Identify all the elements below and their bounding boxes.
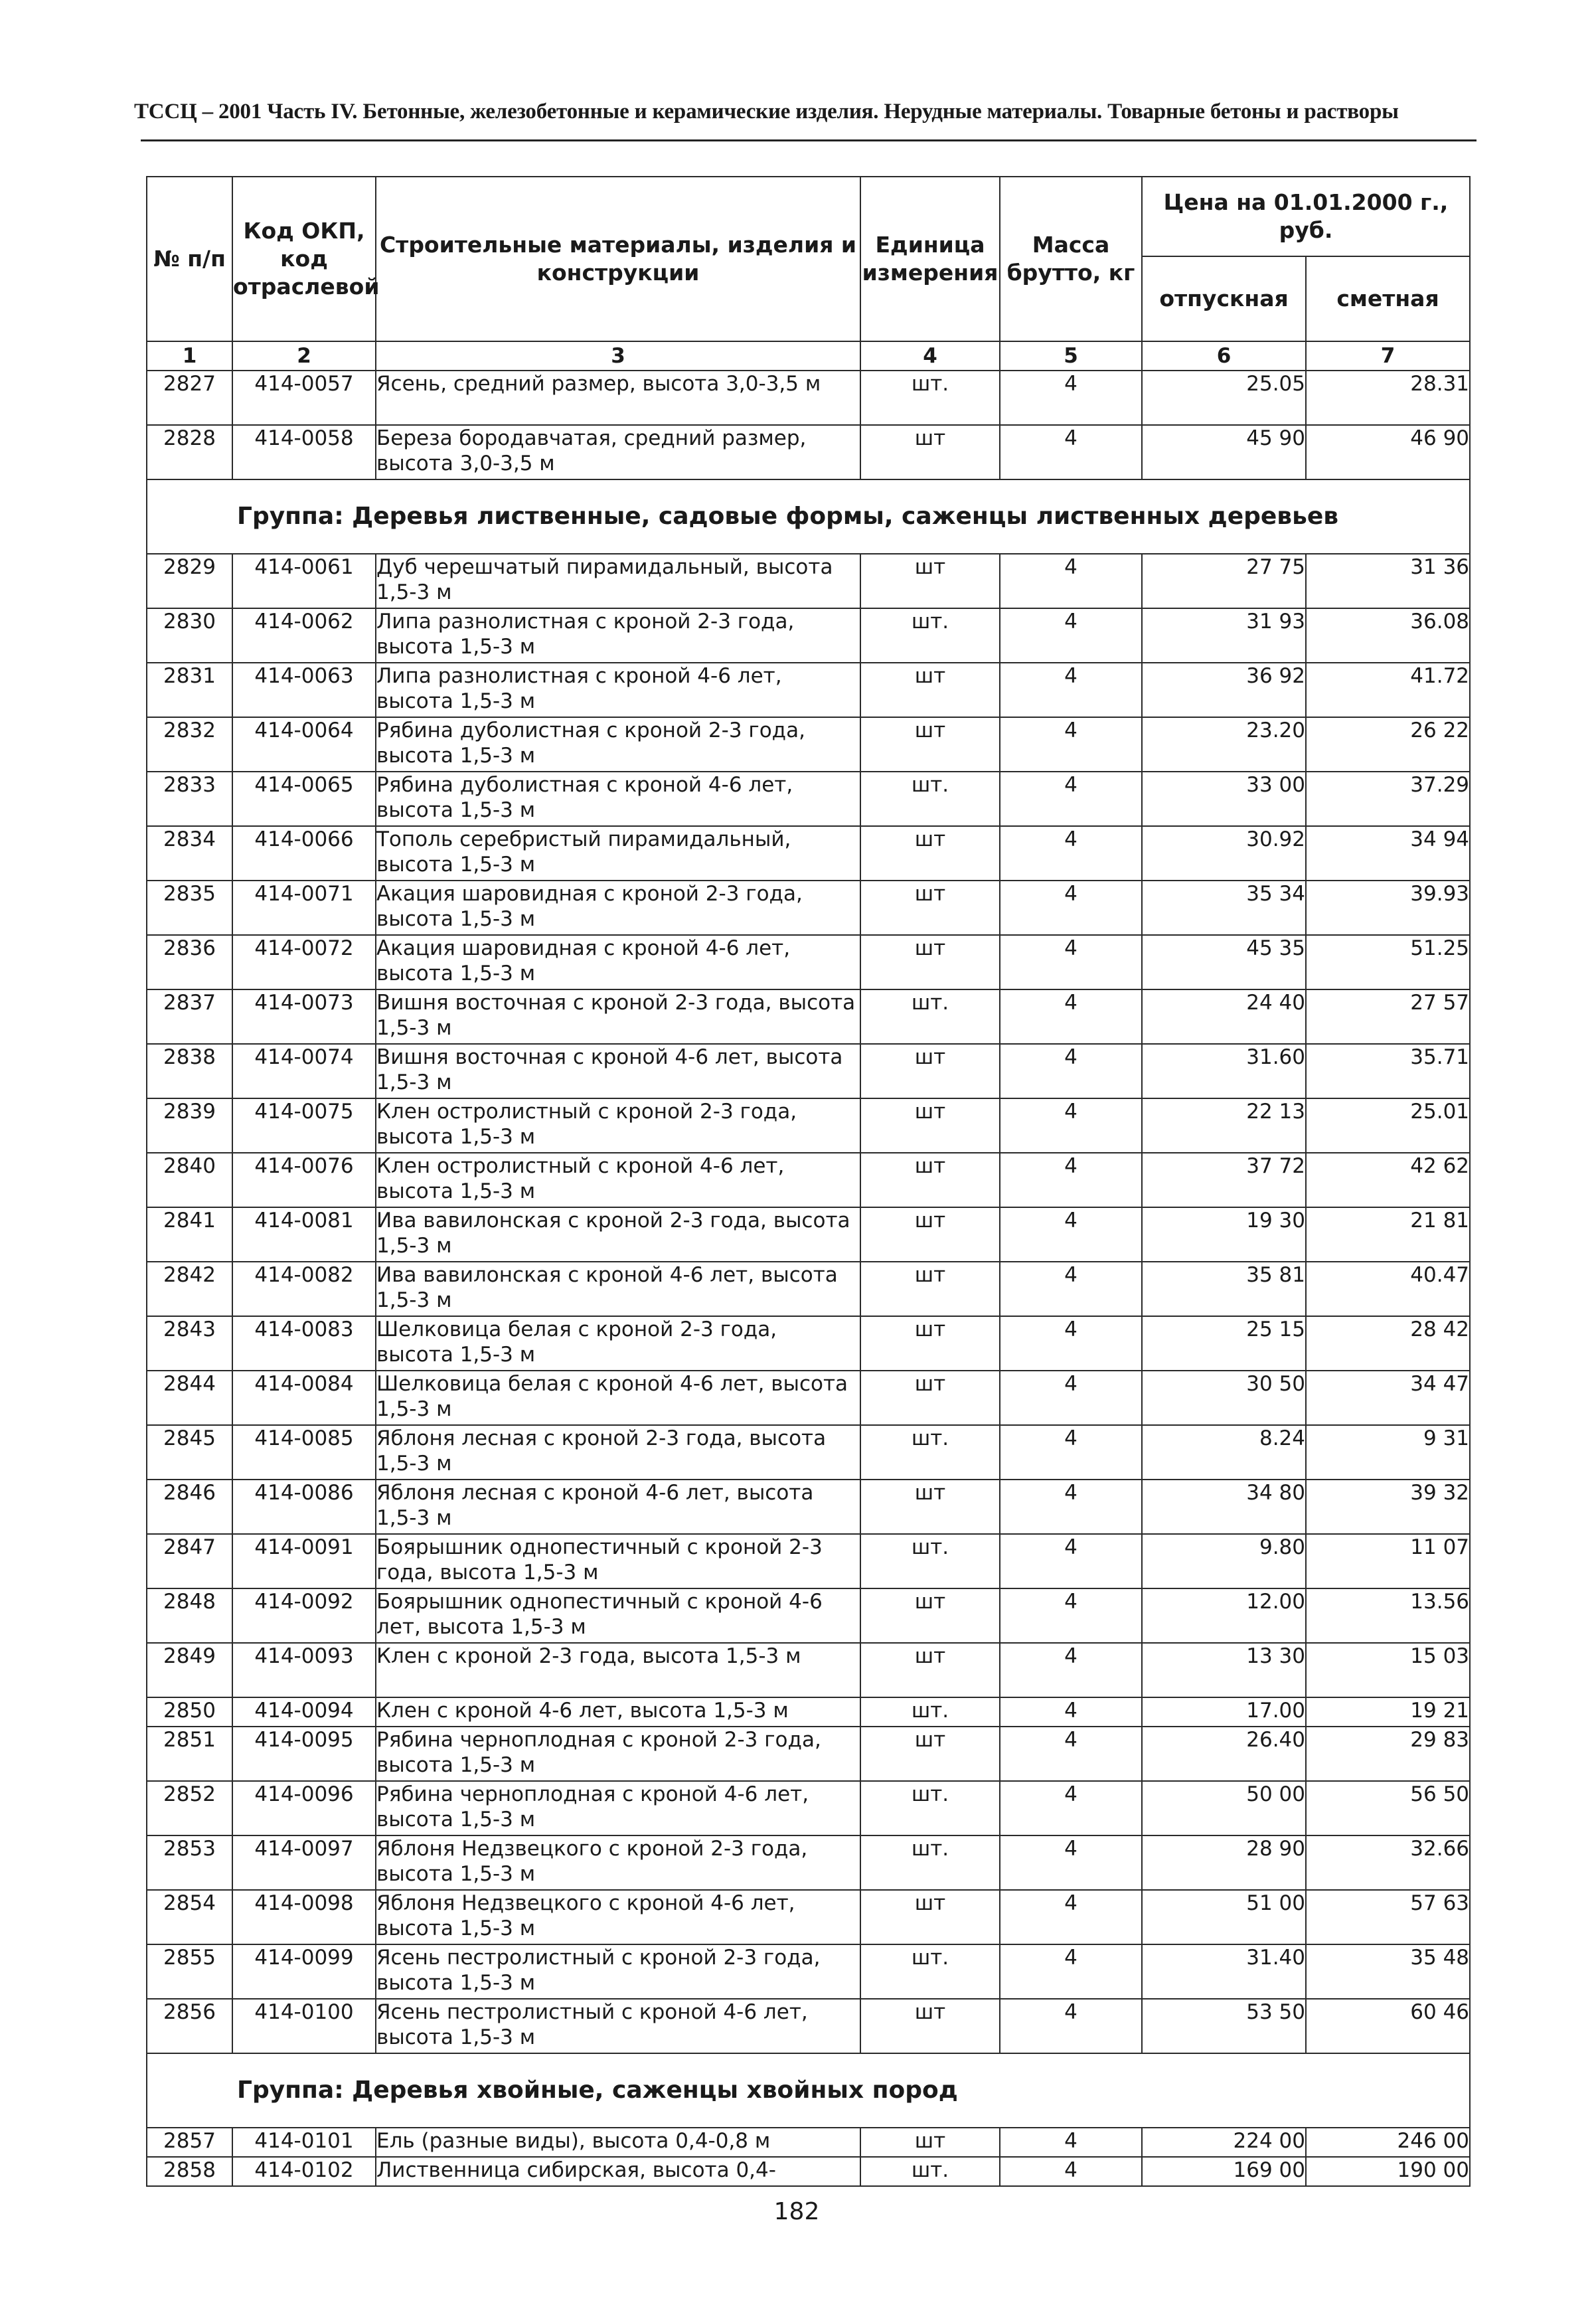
column-number-row — [147, 341, 1470, 371]
unit-of-measure: шт — [860, 1643, 1000, 1697]
row-number: 2854 — [147, 1890, 232, 1944]
material-name: Акация шаровидная с кроной 4-6 лет, высота 1,5-3 м — [376, 935, 860, 989]
price-release: 31.60 — [1142, 1044, 1306, 1098]
price-estimate: 60 46 — [1306, 1999, 1470, 2053]
price-estimate: 27 57 — [1306, 989, 1470, 1044]
group-row — [147, 2053, 1470, 2128]
price-estimate: 37.29 — [1306, 772, 1470, 826]
row-number: 2838 — [147, 1044, 232, 1098]
okp-code: 414-0083 — [232, 1316, 376, 1371]
table-row — [147, 1727, 1470, 1781]
material-name: Липа разнолистная с кроной 2-3 года, высота 1,5-3 м — [376, 608, 860, 663]
row-number: 2858 — [147, 2157, 232, 2186]
row-number: 2852 — [147, 1781, 232, 1835]
okp-code: 414-0094 — [232, 1697, 376, 1727]
unit-of-measure: шт — [860, 1207, 1000, 1262]
okp-code: 414-0102 — [232, 2157, 376, 2186]
okp-code: 414-0081 — [232, 1207, 376, 1262]
table-row — [147, 935, 1470, 989]
header-price: Цена на 01.01.2000 г., руб. — [1142, 177, 1470, 256]
unit-of-measure: шт — [860, 1588, 1000, 1643]
gross-mass: 4 — [1000, 2157, 1142, 2186]
okp-code: 414-0073 — [232, 989, 376, 1044]
column-number: 2 — [232, 341, 376, 371]
gross-mass: 4 — [1000, 1480, 1142, 1534]
unit-of-measure: шт. — [860, 371, 1000, 425]
gross-mass: 4 — [1000, 2128, 1142, 2157]
table-row — [147, 1944, 1470, 1999]
material-name: Яблоня лесная с кроной 2-3 года, высота 1,5-3 м — [376, 1425, 860, 1480]
material-name: Ель (разные виды), высота 0,4-0,8 м — [376, 2128, 860, 2157]
okp-code: 414-0095 — [232, 1727, 376, 1781]
header-code: Код ОКП, код отраслевой — [232, 177, 376, 341]
table-row — [147, 1534, 1470, 1588]
price-release: 25 15 — [1142, 1316, 1306, 1371]
price-release: 13 30 — [1142, 1643, 1306, 1697]
gross-mass: 4 — [1000, 1697, 1142, 1727]
row-number: 2836 — [147, 935, 232, 989]
gross-mass: 4 — [1000, 1835, 1142, 1890]
table-row — [147, 554, 1470, 608]
row-number: 2846 — [147, 1480, 232, 1534]
price-release: 36 92 — [1142, 663, 1306, 717]
price-release: 35 34 — [1142, 881, 1306, 935]
okp-code: 414-0066 — [232, 826, 376, 881]
material-name: Рябина черноплодная с кроной 2-3 года, высота 1,5-3 м — [376, 1727, 860, 1781]
table-row — [147, 608, 1470, 663]
price-table — [146, 176, 1471, 2187]
gross-mass: 4 — [1000, 1207, 1142, 1262]
price-estimate: 34 47 — [1306, 1371, 1470, 1425]
row-number: 2856 — [147, 1999, 232, 2053]
gross-mass: 4 — [1000, 608, 1142, 663]
row-number: 2834 — [147, 826, 232, 881]
okp-code: 414-0084 — [232, 1371, 376, 1425]
price-release: 169 00 — [1142, 2157, 1306, 2186]
price-estimate: 13.56 — [1306, 1588, 1470, 1643]
price-release: 33 00 — [1142, 772, 1306, 826]
price-estimate: 57 63 — [1306, 1890, 1470, 1944]
material-name: Яблоня Недзвецкого с кроной 4-6 лет, высота 1,5-3 м — [376, 1890, 860, 1944]
table-row — [147, 371, 1470, 425]
price-estimate: 32.66 — [1306, 1835, 1470, 1890]
price-estimate: 9 31 — [1306, 1425, 1470, 1480]
price-estimate: 31 36 — [1306, 554, 1470, 608]
unit-of-measure: шт — [860, 1890, 1000, 1944]
unit-of-measure: шт. — [860, 989, 1000, 1044]
running-head: ТССЦ – 2001 Часть IV. Бетонные, железобетонные и керамические изделия. Нерудные материалы. Товарные бетоны и растворы — [134, 100, 1399, 124]
material-name: Липа разнолистная с кроной 4-6 лет, высота 1,5-3 м — [376, 663, 860, 717]
table-row — [147, 663, 1470, 717]
gross-mass: 4 — [1000, 1262, 1142, 1316]
okp-code: 414-0100 — [232, 1999, 376, 2053]
price-estimate: 39.93 — [1306, 881, 1470, 935]
price-estimate: 11 07 — [1306, 1534, 1470, 1588]
price-estimate: 29 83 — [1306, 1727, 1470, 1781]
price-release: 31 93 — [1142, 608, 1306, 663]
row-number: 2844 — [147, 1371, 232, 1425]
unit-of-measure: шт. — [860, 608, 1000, 663]
okp-code: 414-0076 — [232, 1153, 376, 1207]
material-name: Ива вавилонская с кроной 4-6 лет, высота 1,5-3 м — [376, 1262, 860, 1316]
row-number: 2833 — [147, 772, 232, 826]
price-estimate: 246 00 — [1306, 2128, 1470, 2157]
price-release: 25.05 — [1142, 371, 1306, 425]
price-release: 27 75 — [1142, 554, 1306, 608]
header-mass: Масса брутто, кг — [1000, 177, 1142, 341]
price-release: 30 50 — [1142, 1371, 1306, 1425]
table-row — [147, 2157, 1470, 2186]
row-number: 2832 — [147, 717, 232, 772]
price-estimate: 34 94 — [1306, 826, 1470, 881]
row-number: 2828 — [147, 425, 232, 479]
unit-of-measure: шт — [860, 1999, 1000, 2053]
row-number: 2839 — [147, 1098, 232, 1153]
row-number: 2850 — [147, 1697, 232, 1727]
price-estimate: 21 81 — [1306, 1207, 1470, 1262]
table-row — [147, 717, 1470, 772]
gross-mass: 4 — [1000, 1643, 1142, 1697]
table-row — [147, 989, 1470, 1044]
okp-code: 414-0062 — [232, 608, 376, 663]
price-estimate: 19 21 — [1306, 1697, 1470, 1727]
unit-of-measure: шт — [860, 663, 1000, 717]
material-name: Рябина дуболистная с кроной 2-3 года, высота 1,5-3 м — [376, 717, 860, 772]
unit-of-measure: шт — [860, 1098, 1000, 1153]
okp-code: 414-0091 — [232, 1534, 376, 1588]
okp-code: 414-0098 — [232, 1890, 376, 1944]
price-release: 17.00 — [1142, 1697, 1306, 1727]
material-name: Клен остролистный с кроной 4-6 лет, высота 1,5-3 м — [376, 1153, 860, 1207]
gross-mass: 4 — [1000, 1588, 1142, 1643]
gross-mass: 4 — [1000, 1890, 1142, 1944]
column-number: 7 — [1306, 341, 1470, 371]
table-row — [147, 1153, 1470, 1207]
unit-of-measure: шт. — [860, 1835, 1000, 1890]
row-number: 2843 — [147, 1316, 232, 1371]
okp-code: 414-0065 — [232, 772, 376, 826]
price-release: 51 00 — [1142, 1890, 1306, 1944]
price-release: 45 35 — [1142, 935, 1306, 989]
header-name: Строительные материалы, изделия и конструкции — [376, 177, 860, 341]
gross-mass: 4 — [1000, 772, 1142, 826]
price-release: 50 00 — [1142, 1781, 1306, 1835]
unit-of-measure: шт — [860, 1044, 1000, 1098]
row-number: 2848 — [147, 1588, 232, 1643]
unit-of-measure: шт. — [860, 1697, 1000, 1727]
price-release: 37 72 — [1142, 1153, 1306, 1207]
okp-code: 414-0093 — [232, 1643, 376, 1697]
table-row — [147, 2128, 1470, 2157]
table-row — [147, 1588, 1470, 1643]
price-estimate: 39 32 — [1306, 1480, 1470, 1534]
unit-of-measure: шт. — [860, 1781, 1000, 1835]
row-number: 2841 — [147, 1207, 232, 1262]
table-body — [147, 341, 1470, 2186]
material-name: Клен с кроной 4-6 лет, высота 1,5-3 м — [376, 1697, 860, 1727]
price-estimate: 15 03 — [1306, 1643, 1470, 1697]
okp-code: 414-0097 — [232, 1835, 376, 1890]
unit-of-measure: шт. — [860, 1534, 1000, 1588]
okp-code: 414-0082 — [232, 1262, 376, 1316]
material-name: Яблоня Недзвецкого с кроной 2-3 года, высота 1,5-3 м — [376, 1835, 860, 1890]
okp-code: 414-0061 — [232, 554, 376, 608]
table-row — [147, 1999, 1470, 2053]
price-estimate: 56 50 — [1306, 1781, 1470, 1835]
table-row — [147, 1890, 1470, 1944]
price-release: 9.80 — [1142, 1534, 1306, 1588]
okp-code: 414-0058 — [232, 425, 376, 479]
price-estimate: 51.25 — [1306, 935, 1470, 989]
material-name: Тополь серебристый пирамидальный, высота 1,5-3 м — [376, 826, 860, 881]
table-row — [147, 826, 1470, 881]
material-name: Яблоня лесная с кроной 4-6 лет, высота 1,5-3 м — [376, 1480, 860, 1534]
row-number: 2842 — [147, 1262, 232, 1316]
gross-mass: 4 — [1000, 371, 1142, 425]
price-release: 53 50 — [1142, 1999, 1306, 2053]
gross-mass: 4 — [1000, 826, 1142, 881]
gross-mass: 4 — [1000, 1153, 1142, 1207]
row-number: 2851 — [147, 1727, 232, 1781]
okp-code: 414-0063 — [232, 663, 376, 717]
price-release: 23.20 — [1142, 717, 1306, 772]
column-number: 1 — [147, 341, 232, 371]
okp-code: 414-0064 — [232, 717, 376, 772]
material-name: Ясень, средний размер, высота 3,0-3,5 м — [376, 371, 860, 425]
okp-code: 414-0057 — [232, 371, 376, 425]
okp-code: 414-0072 — [232, 935, 376, 989]
okp-code: 414-0092 — [232, 1588, 376, 1643]
material-name: Береза бородавчатая, средний размер, высота 3,0-3,5 м — [376, 425, 860, 479]
header-unit: Единица измерения — [860, 177, 1000, 341]
price-estimate: 35.71 — [1306, 1044, 1470, 1098]
material-name: Рябина черноплодная с кроной 4-6 лет, высота 1,5-3 м — [376, 1781, 860, 1835]
table-row — [147, 1262, 1470, 1316]
gross-mass: 4 — [1000, 717, 1142, 772]
okp-code: 414-0096 — [232, 1781, 376, 1835]
price-release: 26.40 — [1142, 1727, 1306, 1781]
material-name: Шелковица белая с кроной 4-6 лет, высота 1,5-3 м — [376, 1371, 860, 1425]
gross-mass: 4 — [1000, 1781, 1142, 1835]
table-row — [147, 1643, 1470, 1697]
price-release: 34 80 — [1142, 1480, 1306, 1534]
gross-mass: 4 — [1000, 663, 1142, 717]
group-heading-deciduous: Группа: Деревья лиственные, садовые формы, саженцы лиственных деревьев — [147, 479, 1470, 554]
row-number: 2840 — [147, 1153, 232, 1207]
table-row — [147, 1697, 1470, 1727]
material-name: Ива вавилонская с кроной 2-3 года, высота 1,5-3 м — [376, 1207, 860, 1262]
price-release: 35 81 — [1142, 1262, 1306, 1316]
table-row — [147, 1425, 1470, 1480]
okp-code: 414-0075 — [232, 1098, 376, 1153]
price-estimate: 25.01 — [1306, 1098, 1470, 1153]
column-number: 4 — [860, 341, 1000, 371]
unit-of-measure: шт — [860, 717, 1000, 772]
okp-code: 414-0085 — [232, 1425, 376, 1480]
row-number: 2853 — [147, 1835, 232, 1890]
price-estimate: 35 48 — [1306, 1944, 1470, 1999]
material-name: Рябина дуболистная с кроной 4-6 лет, высота 1,5-3 м — [376, 772, 860, 826]
group-heading-conifer: Группа: Деревья хвойные, саженцы хвойных пород — [147, 2053, 1470, 2128]
unit-of-measure: шт — [860, 1262, 1000, 1316]
row-number: 2835 — [147, 881, 232, 935]
column-number: 3 — [376, 341, 860, 371]
price-release: 12.00 — [1142, 1588, 1306, 1643]
unit-of-measure: шт — [860, 425, 1000, 479]
okp-code: 414-0099 — [232, 1944, 376, 1999]
price-release: 31.40 — [1142, 1944, 1306, 1999]
material-name: Вишня восточная с кроной 4-6 лет, высота 1,5-3 м — [376, 1044, 860, 1098]
row-number: 2837 — [147, 989, 232, 1044]
header-price-release: отпускная — [1142, 256, 1306, 341]
price-release: 45 90 — [1142, 425, 1306, 479]
row-number: 2847 — [147, 1534, 232, 1588]
table-row — [147, 881, 1470, 935]
price-release: 22 13 — [1142, 1098, 1306, 1153]
price-estimate: 46 90 — [1306, 425, 1470, 479]
gross-mass: 4 — [1000, 554, 1142, 608]
material-name: Боярышник однопестичный с кроной 4-6 лет, высота 1,5-3 м — [376, 1588, 860, 1643]
unit-of-measure: шт. — [860, 2157, 1000, 2186]
material-name: Ясень пестролистный с кроной 4-6 лет, высота 1,5-3 м — [376, 1999, 860, 2053]
table-row — [147, 1371, 1470, 1425]
row-number: 2855 — [147, 1944, 232, 1999]
row-number: 2849 — [147, 1643, 232, 1697]
okp-code: 414-0071 — [232, 881, 376, 935]
row-number: 2831 — [147, 663, 232, 717]
header-no: № п/п — [147, 177, 232, 341]
header-price-estimate: сметная — [1306, 256, 1470, 341]
unit-of-measure: шт. — [860, 1944, 1000, 1999]
unit-of-measure: шт — [860, 935, 1000, 989]
row-number: 2845 — [147, 1425, 232, 1480]
unit-of-measure: шт — [860, 1371, 1000, 1425]
price-release: 30.92 — [1142, 826, 1306, 881]
unit-of-measure: шт — [860, 1727, 1000, 1781]
unit-of-measure: шт. — [860, 772, 1000, 826]
gross-mass: 4 — [1000, 935, 1142, 989]
group-row — [147, 479, 1470, 554]
price-estimate: 190 00 — [1306, 2157, 1470, 2186]
unit-of-measure: шт — [860, 1480, 1000, 1534]
unit-of-measure: шт — [860, 826, 1000, 881]
page-number: 182 — [773, 2198, 820, 2225]
gross-mass: 4 — [1000, 1371, 1142, 1425]
material-name: Ясень пестролистный с кроной 2-3 года, высота 1,5-3 м — [376, 1944, 860, 1999]
table-row — [147, 425, 1470, 479]
okp-code: 414-0086 — [232, 1480, 376, 1534]
material-name: Боярышник однопестичный с кроной 2-3 года, высота 1,5-3 м — [376, 1534, 860, 1588]
price-estimate: 26 22 — [1306, 717, 1470, 772]
gross-mass: 4 — [1000, 881, 1142, 935]
gross-mass: 4 — [1000, 1044, 1142, 1098]
price-release: 19 30 — [1142, 1207, 1306, 1262]
table-row — [147, 1781, 1470, 1835]
table-row — [147, 1835, 1470, 1890]
row-number: 2830 — [147, 608, 232, 663]
price-estimate: 36.08 — [1306, 608, 1470, 663]
header-rule — [141, 139, 1476, 141]
material-name: Лиственница сибирская, высота 0,4- — [376, 2157, 860, 2186]
column-number: 6 — [1142, 341, 1306, 371]
gross-mass: 4 — [1000, 1534, 1142, 1588]
unit-of-measure: шт — [860, 1316, 1000, 1371]
table-row — [147, 1316, 1470, 1371]
unit-of-measure: шт — [860, 2128, 1000, 2157]
column-number: 5 — [1000, 341, 1142, 371]
gross-mass: 4 — [1000, 1727, 1142, 1781]
row-number: 2827 — [147, 371, 232, 425]
okp-code: 414-0101 — [232, 2128, 376, 2157]
table-row — [147, 1098, 1470, 1153]
gross-mass: 4 — [1000, 1098, 1142, 1153]
price-estimate: 28 42 — [1306, 1316, 1470, 1371]
unit-of-measure: шт — [860, 881, 1000, 935]
row-number: 2829 — [147, 554, 232, 608]
gross-mass: 4 — [1000, 1944, 1142, 1999]
table-row — [147, 1044, 1470, 1098]
material-name: Клен остролистный с кроной 2-3 года, высота 1,5-3 м — [376, 1098, 860, 1153]
gross-mass: 4 — [1000, 1425, 1142, 1480]
material-name: Шелковица белая с кроной 2-3 года, высота 1,5-3 м — [376, 1316, 860, 1371]
price-estimate: 28.31 — [1306, 371, 1470, 425]
unit-of-measure: шт. — [860, 1425, 1000, 1480]
table-row — [147, 772, 1470, 826]
price-estimate: 41.72 — [1306, 663, 1470, 717]
material-name: Дуб черешчатый пирамидальный, высота 1,5-3 м — [376, 554, 860, 608]
price-estimate: 40.47 — [1306, 1262, 1470, 1316]
unit-of-measure: шт — [860, 554, 1000, 608]
price-release: 8.24 — [1142, 1425, 1306, 1480]
unit-of-measure: шт — [860, 1153, 1000, 1207]
material-name: Клен с кроной 2-3 года, высота 1,5-3 м — [376, 1643, 860, 1697]
price-release: 224 00 — [1142, 2128, 1306, 2157]
table-row — [147, 1480, 1470, 1534]
gross-mass: 4 — [1000, 989, 1142, 1044]
material-name: Вишня восточная с кроной 2-3 года, высота 1,5-3 м — [376, 989, 860, 1044]
price-estimate: 42 62 — [1306, 1153, 1470, 1207]
gross-mass: 4 — [1000, 1999, 1142, 2053]
gross-mass: 4 — [1000, 1316, 1142, 1371]
price-release: 24 40 — [1142, 989, 1306, 1044]
okp-code: 414-0074 — [232, 1044, 376, 1098]
table-row — [147, 1207, 1470, 1262]
gross-mass: 4 — [1000, 425, 1142, 479]
material-name: Акация шаровидная с кроной 2-3 года, высота 1,5-3 м — [376, 881, 860, 935]
price-release: 28 90 — [1142, 1835, 1306, 1890]
row-number: 2857 — [147, 2128, 232, 2157]
